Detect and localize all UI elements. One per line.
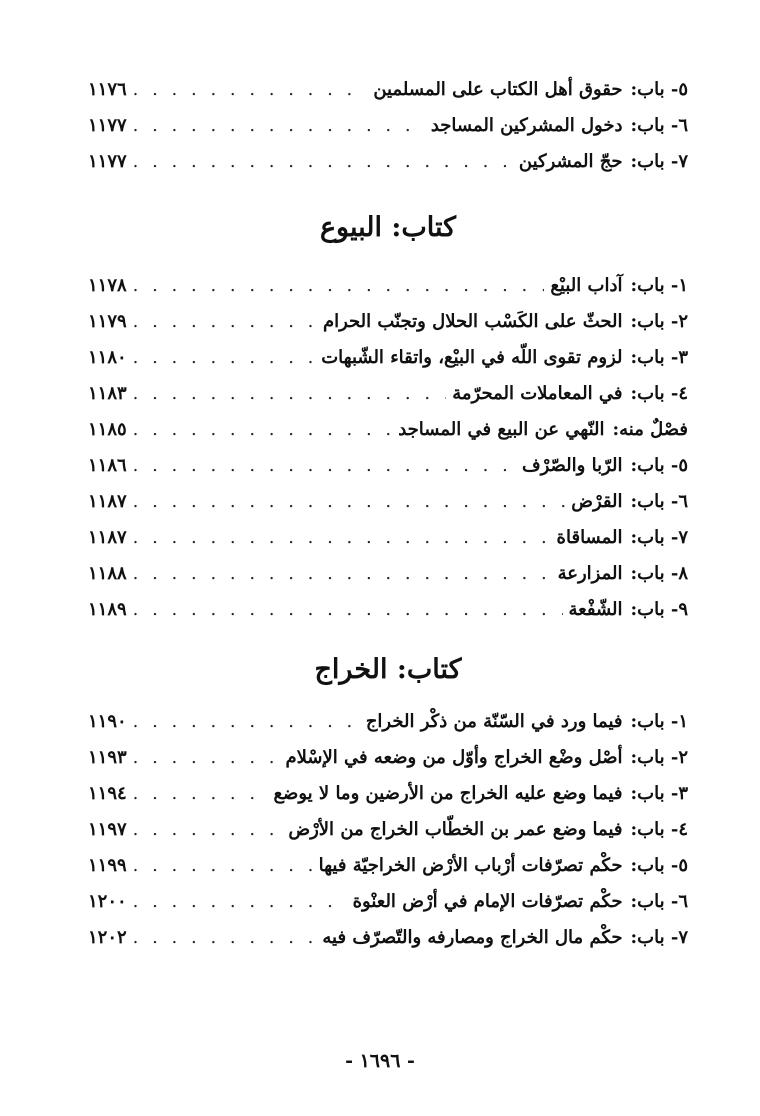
row-title: الرّبا والصّرْف xyxy=(521,455,623,476)
row-page-number: ١١٨٧ xyxy=(88,491,127,512)
toc-row xyxy=(88,848,688,884)
toc-row xyxy=(88,776,688,812)
toc-row xyxy=(88,704,688,740)
row-page-number: ١١٨٩ xyxy=(88,599,127,620)
toc-row xyxy=(88,376,688,412)
row-page-number: ١١٨٣ xyxy=(88,383,127,404)
row-title: لزوم تقوى اللّه في البيْع، واتقاء الشّبهات xyxy=(321,347,623,368)
row-page-number: ١١٩٤ xyxy=(88,783,127,804)
row-title: أصْل وضْع الخراج وأوّل من وضعه في الإسْلام xyxy=(285,747,623,768)
section-heading-kharaj xyxy=(88,650,688,690)
row-title: النّهي عن البيع في المساجد xyxy=(398,419,605,440)
row-page-number: ١١٧٧ xyxy=(88,151,127,172)
row-page-number: ١١٧٧ xyxy=(88,115,127,136)
toc-group-buyu xyxy=(88,268,688,628)
row-prefix: ٥- باب: xyxy=(630,79,688,100)
row-prefix: ٨- باب: xyxy=(630,563,688,584)
row-title: فيما وضع عليه الخراج من الأرضين وما لا يوضع xyxy=(273,783,623,804)
toc-row xyxy=(88,412,688,448)
row-prefix: ٤- باب: xyxy=(630,819,688,840)
row-prefix: ٦- باب: xyxy=(630,891,688,912)
row-title: حكْم تصرّفات الإمام في أرْض العنْوة xyxy=(352,891,623,912)
toc-row xyxy=(88,304,688,340)
dot-leader xyxy=(133,268,545,304)
toc-row xyxy=(88,520,688,556)
section-heading: كتاب: البيوع xyxy=(319,212,457,243)
toc-row xyxy=(88,884,688,920)
row-page-number: ١١٧٩ xyxy=(88,311,127,332)
section-heading-buyu xyxy=(88,208,688,248)
row-prefix: ٧- باب: xyxy=(630,927,688,948)
dot-leader xyxy=(133,376,447,412)
dot-leader xyxy=(133,304,317,340)
row-page-number: ١١٨٠ xyxy=(88,347,127,368)
toc-row xyxy=(88,740,688,776)
row-page-number: ١١٩٧ xyxy=(88,819,127,840)
row-page-number: ١٢٠٠ xyxy=(88,891,127,912)
toc-row xyxy=(88,268,688,304)
row-page-number: ١١٩٣ xyxy=(88,747,127,768)
row-title: الحثّ على الكَسْب الحلال وتجنّب الحرام xyxy=(322,311,623,332)
dot-leader xyxy=(133,812,283,848)
toc-row xyxy=(88,592,688,628)
dot-leader xyxy=(133,848,313,884)
toc-row xyxy=(88,72,688,108)
toc-row xyxy=(88,448,688,484)
row-prefix: ٦- باب: xyxy=(630,491,688,512)
dot-leader xyxy=(133,448,516,484)
row-page-number: ١١٩٠ xyxy=(88,711,127,732)
row-title: حكْم تصرّفات أرْباب الأرْض الخراجيّة فيها xyxy=(318,855,623,876)
row-title: المزارعة xyxy=(557,563,623,584)
dot-leader xyxy=(133,520,551,556)
dot-leader xyxy=(133,704,360,740)
dot-leader xyxy=(133,108,425,144)
toc-group-previous xyxy=(88,72,688,180)
row-page-number: ١١٨٨ xyxy=(88,563,127,584)
row-page-number: ١١٧٦ xyxy=(88,79,127,100)
toc-row xyxy=(88,920,688,956)
dot-leader xyxy=(133,776,268,812)
row-prefix: ٢- باب: xyxy=(630,747,688,768)
row-prefix: ٥- باب: xyxy=(630,455,688,476)
dot-leader xyxy=(133,144,513,180)
row-title: حجّ المشركين xyxy=(518,151,623,172)
dot-leader xyxy=(133,884,347,920)
row-title: حقوق أهل الكتاب على المسلمين xyxy=(373,79,623,100)
row-prefix: ٧- باب: xyxy=(630,527,688,548)
dot-leader xyxy=(133,340,316,376)
row-page-number: ١١٨٦ xyxy=(88,455,127,476)
row-prefix: ٦- باب: xyxy=(630,115,688,136)
row-prefix: ٣- باب: xyxy=(630,783,688,804)
dot-leader xyxy=(133,920,317,956)
row-prefix: ٢- باب: xyxy=(630,311,688,332)
dot-leader xyxy=(133,484,566,520)
row-title: في المعاملات المحرّمة xyxy=(452,383,623,404)
toc-row xyxy=(88,108,688,144)
row-page-number: ١١٩٩ xyxy=(88,855,127,876)
row-prefix: فصْلٌ منه: xyxy=(612,419,688,440)
row-prefix: ٧- باب: xyxy=(630,151,688,172)
section-heading: كتاب: الخراج xyxy=(314,654,462,685)
row-prefix: ٥- باب: xyxy=(630,855,688,876)
page-number-footer: - ١٦٩٦ - xyxy=(345,1050,415,1072)
row-prefix: ٩- باب: xyxy=(630,599,688,620)
toc-row xyxy=(88,812,688,848)
dot-leader xyxy=(133,592,563,628)
toc-row xyxy=(88,484,688,520)
row-page-number: ١٢٠٢ xyxy=(88,927,127,948)
toc-row xyxy=(88,340,688,376)
row-prefix: ٣- باب: xyxy=(630,347,688,368)
dot-leader xyxy=(133,556,552,592)
toc-row xyxy=(88,556,688,592)
row-prefix: ٤- باب: xyxy=(630,383,688,404)
row-page-number: ١١٨٥ xyxy=(88,419,127,440)
row-page-number: ١١٨٧ xyxy=(88,527,127,548)
row-prefix: ١- باب: xyxy=(630,275,688,296)
row-prefix: ١- باب: xyxy=(630,711,688,732)
row-title: الشّفْعة xyxy=(568,599,623,620)
dot-leader xyxy=(133,72,368,108)
toc-row xyxy=(88,144,688,180)
row-page-number: ١١٧٨ xyxy=(88,275,127,296)
row-title: فيما ورد في السّنّة من ذكْر الخراج xyxy=(365,711,623,732)
row-title: المساقاة xyxy=(556,527,623,548)
dot-leader xyxy=(133,740,280,776)
row-title: دخول المشركين المساجد xyxy=(430,115,623,136)
toc-group-kharaj xyxy=(88,704,688,956)
row-title: فيما وضع عمر بن الخطّاب الخراج من الأرْض xyxy=(288,819,623,840)
row-title: القرْض xyxy=(571,491,623,512)
dot-leader xyxy=(133,412,393,448)
row-title: آداب البيْع xyxy=(550,275,623,296)
row-title: حكْم مال الخراج ومصارفه والتّصرّف فيه xyxy=(322,927,623,948)
